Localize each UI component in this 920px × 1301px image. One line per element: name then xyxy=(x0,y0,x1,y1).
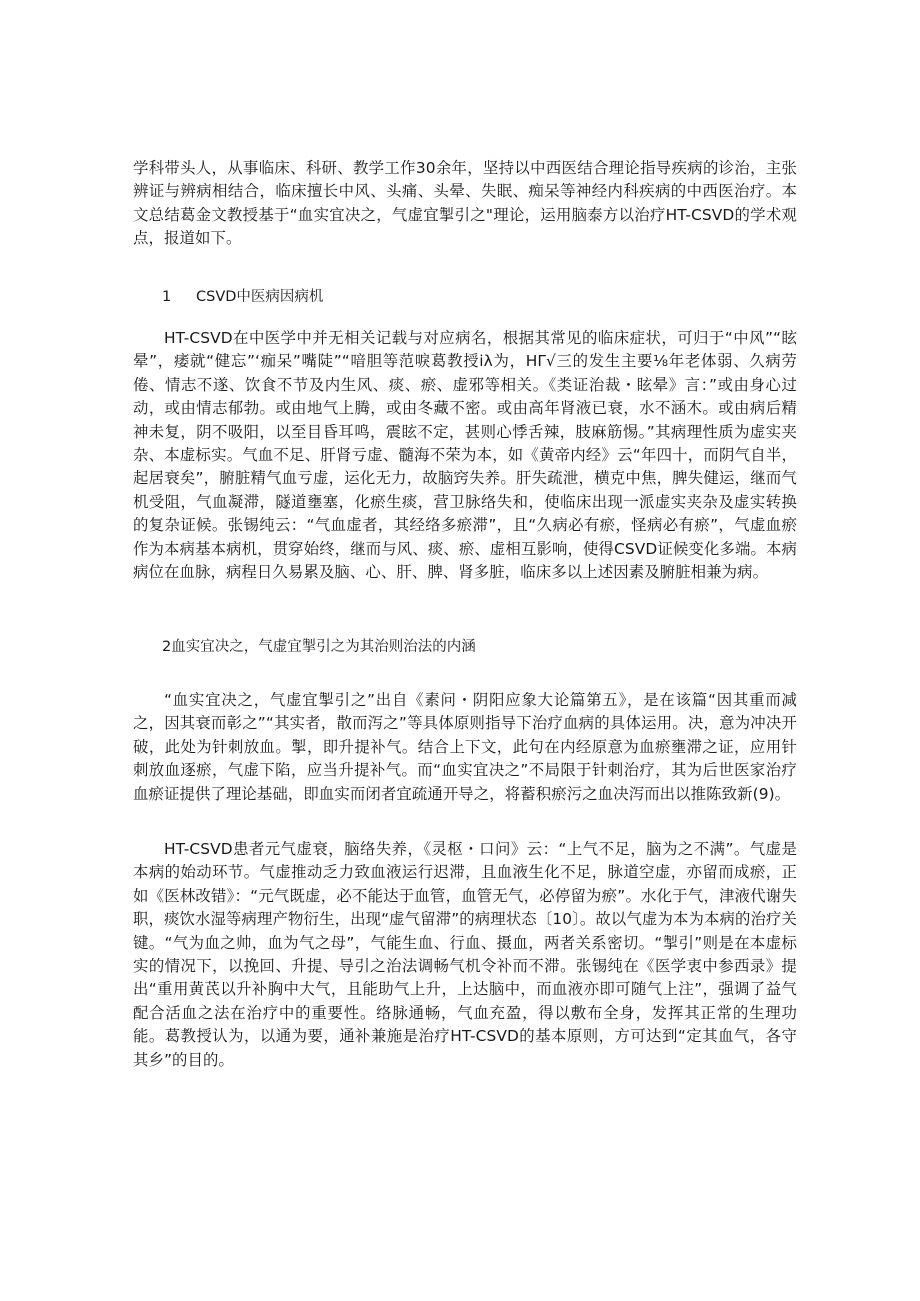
section-heading-1-number: 1 xyxy=(162,289,172,305)
section-heading-2 xyxy=(162,637,476,657)
section-heading-1 xyxy=(162,287,323,307)
section-heading-1-title: CSVD中医病因病机 xyxy=(196,289,324,305)
treatment-paragraph: HT-CSVD患者元气虚衰，脑络失养，《灵枢・口问》云：“上气不足，脑为之不满”。气虚是本病的始动环节。气虚推动乏力致血液运行迟滞，且血液生化不足，脉道空虚，亦留而成瘀，正如《医林改错》：“元气既虚，必不能达于血管，血管无气，必停留为瘀”。水化于气，津液代谢失职，痰饮水湿等病理产物衍生，出现“虚气留滞”的病理状态〔10〕。故以气虚为本为本病的治疗关键。“气为血之帅，血为气之母”，气能生血、行血、摄血，两者关系密切。“掣引”则是在本虚标实的情况下，以挽回、升提、导引之治法调畅气机令补而不滞。张锡纯在《医学衷中参西录》提出“重用黄芪以升补胸中大气，且能助气上升，上达脑中，而血液亦即可随气上注”，强调了益气配合活血之法在治疗中的重要性。络脉通畅，气血充盈，得以敷布全身，发挥其正常的生理功能。葛教授认为，以通为要，通补兼施是治疗HT-CSVD的基本原则，方可达到“定其血气，各守其乡”的目的。 xyxy=(133,840,797,1069)
pathogenesis-paragraph: HT-CSVD在中医学中并无相关记载与对应病名，根据其常见的临床症状，可归于“中风”“眩晕”，痿就“健忘”‘痂呆”嘴陡”“喑胆等范唳葛教授iλ为，HΓ√三的发生主要⅛年老体弱、久病劳倦、情志不遂、饮食不节及内生风、痰、瘀、虚邪等相关。《类证治裁・眩晕》言：”或由身心过动，或由情志郁勃。或由地气上腾，或由冬藏不密。或由高年肾液已衰，水不涵木。或由病后精神未复，阴不吸阳，以至目昏耳鸣，震眩不定，甚则心悸舌辣，肢麻筋惕。”其病理性质为虚实夹杂、本虚标实。气血不足、肝肾亏虚、髓海不荣为本，如《黄帝内经》云“年四十，而阴气自半，起居衰矣”，腑脏精气血亏虚，运化无力，故脑窍失养。肝失疏泄，横克中焦，脾失健运，继而气机受阻，气血凝滞，隧道壅塞，化瘀生痰，营卫脉络失和，使临床出现一派虚实夹杂及虚实转换的复杂证候。张锡纯云：“气血虚者，其经络多瘀滞”，且“久病必有瘀，怪病必有瘀”，气虚血瘀作为本病基本病机，贯穿始终，继而与风、痰、瘀、虚相互影响，使得CSVD证候变化多端。本病病位在血脉，病程日久易累及脑、心、肝、脾、肾多脏，临床多以上述因素及腑脏相兼为病。 xyxy=(133,329,797,582)
principle-paragraph: “血实宜决之，气虚宜掣引之”出自《素问・阴阳应象大论篇第五》，是在该篇“因其重而减之，因其衰而彰之”“其实者，散而泻之”等具体原则指导下治疗血病的具体运用。决，意为冲决开破，此处为针刺放血。掣，即升提补气。结合上下文，此句在内经原意为血瘀壅滞之证，应用针刺放血逐瘀，气虚下陷，应当升提补气。而“血实宜决之”不局限于针刺治疗，其为后世医家治疗血瘀证提供了理论基础，即血实而闭者宜疏通开导之，将蓄积瘀污之血决泻而出以推陈致新(9)。 xyxy=(133,691,797,803)
section-heading-2-title: 2血实宜决之，气虚宜掣引之为其治则治法的内涵 xyxy=(162,639,476,655)
intro-paragraph: 学科带头人，从事临床、科研、教学工作30余年，坚持以中西医结合理论指导疾病的诊治，主张辨证与辨病相结合，临床擅长中风、头痛、头晕、失眠、痴呆等神经内科疾病的中西医治疗。本文总结葛金文教授基于“血实宜决之，气虚宜掣引之"理论，运用脑泰方以治疗HT-CSVD的学术观点，报道如下。 xyxy=(133,159,797,248)
